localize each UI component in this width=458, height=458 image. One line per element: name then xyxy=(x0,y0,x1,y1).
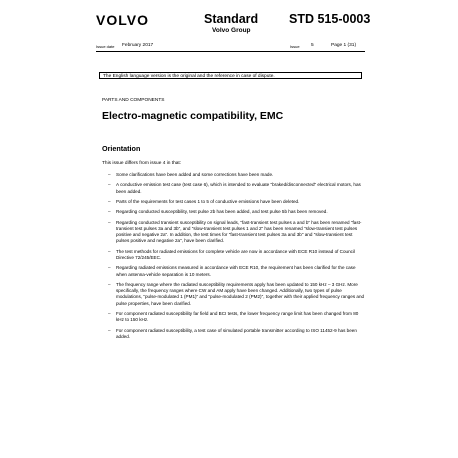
list-item-text: A conductive emission test case (test case 6), which is intended to evaluate "braked/disconnected" electrical motors, has been added. xyxy=(116,182,361,194)
language-notice: The English language version is the original and the reference in case of dispute. xyxy=(99,72,362,79)
list-item-text: The frequency range where the radiated susceptibility requirements apply has been updated to 150 kHz – 3 GHz. More specifically, the frequency ranges where CW and AM apply have been changed. Additionally, two types of pulse modulations, "pulse-modulated 1 (PM1)" and "pulse-modulated 2 (PM2)", together with their applied frequency ranges and pulse properties, have been clarified. xyxy=(116,281,365,306)
issue-date-label: Issue date xyxy=(96,44,115,49)
list-item: – The test methods for radiated emissions for complete vehicle are now in accordance with ECE R10 instead of Council Directive 72/245/EEC. xyxy=(108,248,355,260)
issue-date: February 2017 xyxy=(122,43,154,48)
standard-number: STD 515-0003 xyxy=(289,12,371,26)
list-item: – For component radiated susceptibility far field and BCI tests, the lower frequency range limit has been changed from 80 kHz to 150 kHz. xyxy=(108,310,359,323)
list-item: – A conductive emission test case (test case 6), which is intended to evaluate "braked/disconnected" electrical motors, has been added. xyxy=(108,182,361,194)
document-title: Electro-magnetic compatibility, EMC xyxy=(102,110,284,122)
list-item: – For component radiated susceptibility, a test case of simulated portable transmitter according to ISO 11452-9 has been added. xyxy=(108,327,357,339)
list-item-text: Regarding conducted transient susceptibility on signal leads, "fast-transient test pulses a and b" has been renamed "fast-transient test pulses 3a and 3b", and "slow-transient test pulses 1 and 2" has been renamed "slow-transient test pulses positive and negative 2a". In addition, the test times for "fast-transient test pulses 3a and 3b" and "slow-transient test pulses positive and negative 2a", have been clarified. xyxy=(116,219,362,244)
list-item: – Regarding conducted susceptibility, test pulse 2b has been added, and test pulse 5b has been removed. xyxy=(108,209,328,215)
list-item: – Parts of the requirements for test cases 1 to 5 of conductive emissions have been deleted. xyxy=(108,198,300,204)
list-item-text: The test methods for radiated emissions for complete vehicle are now in accordance with ECE R10 instead of Council Directive 72/245/EEC. xyxy=(116,248,355,260)
list-item-text: Regarding conducted susceptibility, test pulse 2b has been added, and test pulse 5b has been removed. xyxy=(116,209,328,215)
list-item: – Regarding conducted transient susceptibility on signal leads, "fast-transient test pulses a and b" has been renamed "fast-transient test pulses 3a and 3b", and "slow-transient test pulses 1 and 2" has been renamed "slow-transient test pulses positive and negative 2a". In addition, the test times for "fast-transient test pulses 3a and 3b" and "slow-transient test pulses positive and negative 2a", have been clarified. xyxy=(108,219,362,244)
issue-label: Issue xyxy=(290,44,300,49)
orientation-heading: Orientation xyxy=(102,144,141,153)
page-number: Page 1 (31) xyxy=(331,43,357,48)
header-divider xyxy=(96,51,365,52)
change-list xyxy=(108,172,366,344)
standard-label: Standard xyxy=(204,12,259,26)
orientation-intro: This issue differs from issue 4 in that: xyxy=(102,161,182,166)
list-item-text: For component radiated susceptibility far field and BCI tests, the lower frequency range limit has been changed from 80 kHz to 150 kHz. xyxy=(116,310,359,323)
group-label: Volvo Group xyxy=(212,27,251,34)
list-item-text: Parts of the requirements for test cases 1 to 5 of conductive emissions have been deleted. xyxy=(116,198,300,204)
volvo-logo: VOLVO xyxy=(96,12,149,28)
list-item-text: Regarding radiated emissions measured in accordance with ECE R10, the requirement has been clarified for the case when antenna-vehicle separation is 10 meters. xyxy=(116,265,356,277)
list-item-text: Some clarifications have been added and some corrections have been made. xyxy=(116,172,274,177)
list-item: – The frequency range where the radiated susceptibility requirements apply has been updated to 150 kHz – 3 GHz. More specifically, the frequency ranges where CW and AM apply have been changed. Additionally, two types of pulse modulations, "pulse-modulated 1 (PM1)" and "pulse-modulated 2 (PM2)", together with their applied frequency ranges and pulse properties, have been clarified. xyxy=(108,281,365,306)
list-item-text: For component radiated susceptibility, a test case of simulated portable transmitter according to ISO 11452-9 has been added. xyxy=(116,327,357,339)
issue-number: 5 xyxy=(311,43,314,48)
list-item: – Regarding radiated emissions measured in accordance with ECE R10, the requirement has been clarified for the case when antenna-vehicle separation is 10 meters. xyxy=(108,265,356,277)
section-label: PARTS AND COMPONENTS xyxy=(102,98,165,103)
list-item: – Some clarifications have been added and some corrections have been made. xyxy=(108,172,274,177)
